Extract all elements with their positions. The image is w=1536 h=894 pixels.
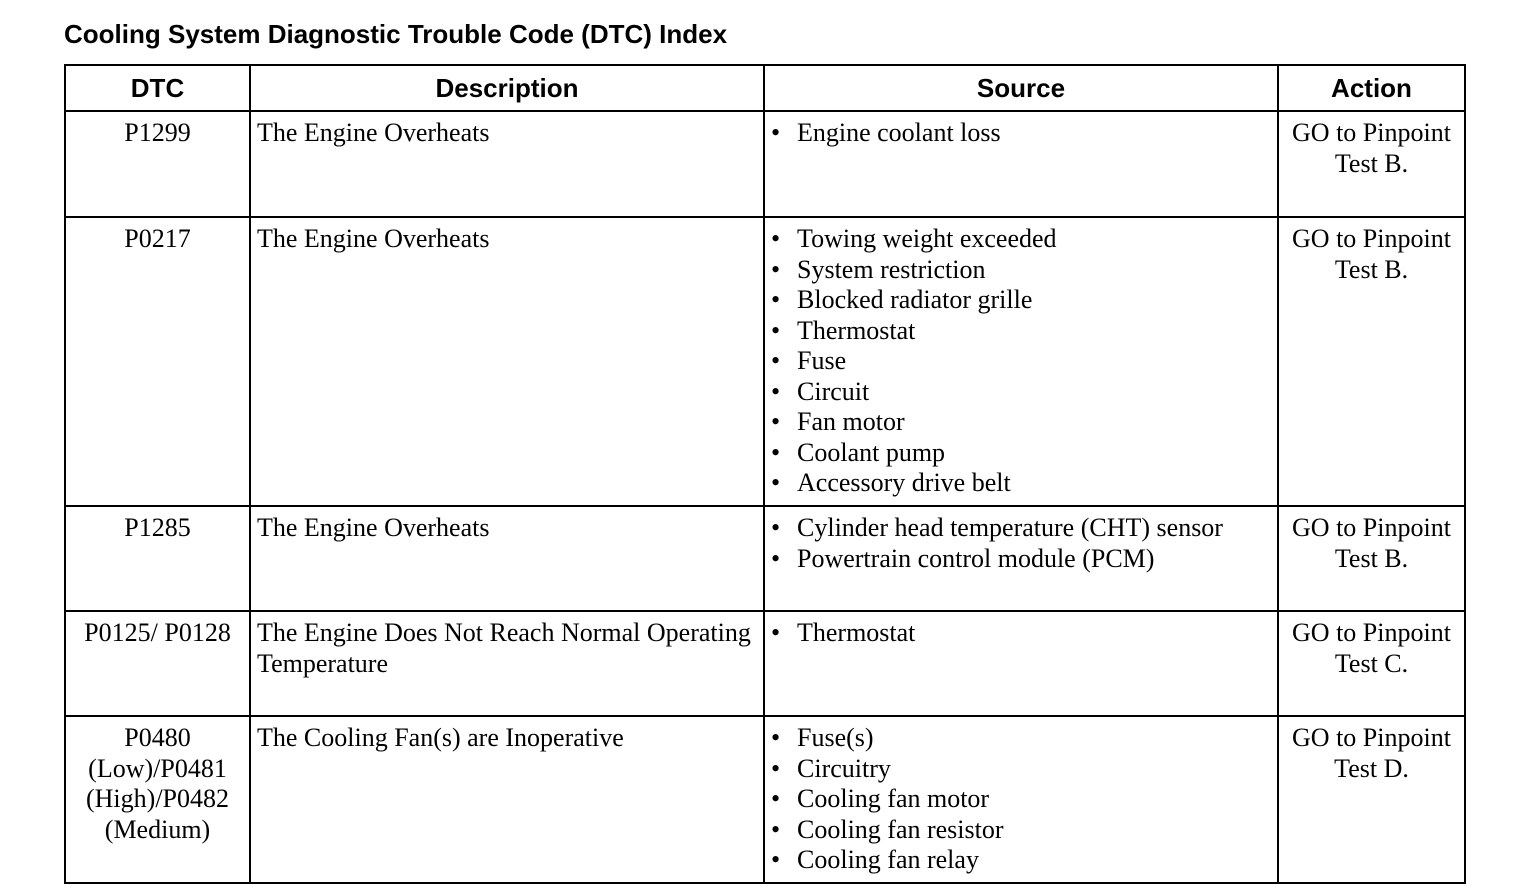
bullet-icon: • (771, 437, 781, 467)
description-cell: The Cooling Fan(s) are Inoperative (250, 716, 764, 883)
source-item-text: Towing weight exceeded (797, 224, 1057, 253)
bullet-icon: • (771, 118, 781, 147)
bullet-icon: • (771, 407, 781, 436)
bullet-icon: • (771, 618, 781, 647)
source-item (771, 285, 1271, 316)
column-header-dtc: DTC (65, 65, 250, 111)
source-item-text: Accessory drive belt (797, 468, 1011, 497)
bullet-icon: • (771, 468, 781, 497)
dtc-code-cell: P1299 (65, 111, 250, 217)
description-cell: The Engine Overheats (250, 111, 764, 217)
bullet-icon: • (771, 346, 781, 375)
source-item (771, 845, 1271, 876)
action-cell: GO to Pinpoint Test B. (1278, 111, 1465, 217)
source-item-text: Cooling fan resistor (797, 814, 1004, 844)
table-header-row (65, 65, 1465, 111)
table-row (65, 111, 1465, 217)
bullet-icon: • (771, 723, 781, 752)
source-item (771, 754, 1271, 785)
action-cell: GO to Pinpoint Test C. (1278, 611, 1465, 716)
source-item (771, 468, 1271, 499)
action-cell: GO to Pinpoint Test D. (1278, 716, 1465, 883)
action-cell: GO to Pinpoint Test B. (1278, 506, 1465, 611)
table-row (65, 611, 1465, 716)
description-cell: The Engine Overheats (250, 217, 764, 506)
column-header-source: Source (764, 65, 1278, 111)
source-item (771, 723, 1271, 754)
dtc-code-cell: P0217 (65, 217, 250, 506)
source-cell (764, 217, 1278, 506)
dtc-code-cell: P0480 (Low)/P0481 (High)/P0482 (Medium) (65, 716, 250, 883)
source-item-text: Cylinder head temperature (CHT) sensor (797, 513, 1223, 542)
bullet-icon: • (771, 285, 781, 314)
source-item (771, 377, 1271, 408)
source-item-text: Circuit (797, 376, 870, 406)
source-item-text: System restriction (797, 254, 986, 284)
bullet-icon: • (771, 513, 781, 542)
bullet-icon: • (771, 784, 781, 813)
source-item (771, 544, 1271, 575)
source-list (771, 118, 1271, 149)
bullet-icon: • (771, 315, 781, 345)
source-item-text: Circuitry (797, 753, 891, 783)
source-item (771, 118, 1271, 149)
source-item-text: Cooling fan motor (797, 784, 990, 813)
source-item-text: Fan motor (797, 407, 905, 436)
dtc-index-table (64, 64, 1466, 884)
source-item-text: Blocked radiator grille (797, 285, 1033, 314)
table-row (65, 506, 1465, 611)
bullet-icon: • (771, 753, 781, 783)
column-header-action: Action (1278, 65, 1465, 111)
column-header-description: Description (250, 65, 764, 111)
source-cell (764, 111, 1278, 217)
source-cell (764, 506, 1278, 611)
source-list (771, 618, 1271, 649)
bullet-icon: • (771, 845, 781, 874)
source-item (771, 316, 1271, 347)
source-item (771, 513, 1271, 544)
source-item (771, 224, 1271, 255)
source-item (771, 407, 1271, 438)
bullet-icon: • (771, 376, 781, 406)
dtc-code-cell: P1285 (65, 506, 250, 611)
dtc-code-cell: P0125/ P0128 (65, 611, 250, 716)
source-item-text: Thermostat (797, 618, 916, 647)
source-item-text: Fuse(s) (797, 723, 874, 752)
source-list (771, 513, 1271, 574)
source-item (771, 784, 1271, 815)
bullet-icon: • (771, 814, 781, 844)
source-item-text: Thermostat (797, 315, 916, 345)
source-item (771, 438, 1271, 469)
source-list (771, 723, 1271, 876)
table-row (65, 217, 1465, 506)
source-item-text: Coolant pump (797, 437, 946, 467)
source-item (771, 618, 1271, 649)
action-cell: GO to Pinpoint Test B. (1278, 217, 1465, 506)
table-row (65, 716, 1465, 883)
description-cell: The Engine Does Not Reach Normal Operating Temperature (250, 611, 764, 716)
description-cell: The Engine Overheats (250, 506, 764, 611)
source-item (771, 255, 1271, 286)
source-item (771, 346, 1271, 377)
bullet-icon: • (771, 543, 781, 573)
source-item-text: Fuse (797, 346, 847, 375)
source-list (771, 224, 1271, 499)
source-item-text: Powertrain control module (PCM) (797, 543, 1155, 573)
source-cell (764, 716, 1278, 883)
source-cell (764, 611, 1278, 716)
source-item-text: Engine coolant loss (797, 118, 1001, 147)
source-item-text: Cooling fan relay (797, 845, 979, 874)
page-title: Cooling System Diagnostic Trouble Code (DTC) Index (64, 19, 728, 49)
bullet-icon: • (771, 254, 781, 284)
bullet-icon: • (771, 224, 781, 253)
source-item (771, 815, 1271, 846)
